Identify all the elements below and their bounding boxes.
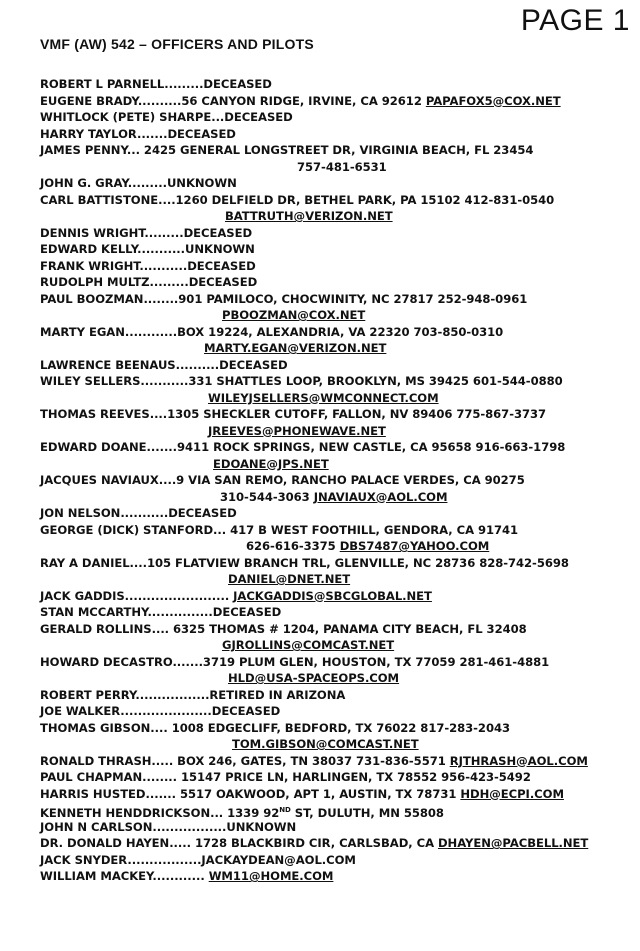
- entry-text: DR. DONALD HAYEN..... 1728 BLACKBIRD CIR, CARLSBAD, CA: [40, 836, 438, 850]
- roster-line: [40, 819, 630, 836]
- roster-line: [40, 241, 630, 258]
- entry-text: 757-481-6531: [297, 159, 387, 174]
- entry-text: EDWARD KELLY...........UNKNOWN: [40, 242, 255, 256]
- entry-text: ROBERT L PARNELL.........DECEASED: [40, 77, 272, 91]
- email-link[interactable]: JREEVES@PHONEWAVE.NET: [208, 423, 386, 438]
- entry-text: LAWRENCE BEENAUS..........DECEASED: [40, 357, 288, 372]
- roster-line: [40, 588, 630, 605]
- entry-text: STAN MCCARTHY...............DECEASED: [40, 605, 282, 619]
- entry-text: JACK GADDIS........................: [40, 588, 234, 603]
- roster-line: [40, 769, 630, 786]
- entry-text: JAMES PENNY... 2425 GENERAL LONGSTREET DR, VIRGINIA BEACH, FL 23454: [40, 143, 534, 157]
- roster-line: [40, 621, 630, 638]
- entry-text: WILLIAM MACKEY............: [40, 869, 209, 883]
- roster-line: [40, 571, 630, 588]
- roster-line: [40, 340, 630, 357]
- entry-text: GERALD ROLLINS.... 6325 THOMAS # 1204, PANAMA CITY BEACH, FL 32408: [40, 621, 527, 636]
- email-link[interactable]: PBOOZMAN@COX.NET: [222, 308, 366, 322]
- entry-text: ROBERT PERRY.................RETIRED IN ARIZONA: [40, 687, 346, 702]
- page-number: PAGE 1: [520, 4, 630, 37]
- roster-line: [40, 439, 630, 456]
- roster-line: [40, 291, 630, 308]
- email-link[interactable]: MARTY.EGAN@VERIZON.NET: [204, 341, 387, 355]
- email-link[interactable]: WM11@HOME.COM: [208, 869, 334, 883]
- entry-text: CARL BATTISTONE....1260 DELFIELD DR, BETHEL PARK, PA 15102 412-831-0540: [40, 192, 555, 207]
- entry-text: JACK SNYDER.................JACKAYDEAN@AOL.COM: [40, 852, 356, 867]
- roster-line: [40, 555, 630, 572]
- entry-text: THOMAS GIBSON.... 1008 EDGECLIFF, BEDFORD, TX 76022 817-283-2043: [40, 720, 510, 735]
- roster-line: [40, 687, 630, 704]
- email-link[interactable]: WILEYJSELLERS@WMCONNECT.COM: [208, 390, 439, 405]
- roster-line: [40, 637, 630, 654]
- roster-line: [40, 109, 630, 126]
- roster-line: [40, 489, 630, 506]
- entry-text: THOMAS REEVES....1305 SHECKLER CUTOFF, FALLON, NV 89406 775-867-3737: [40, 407, 547, 421]
- roster-line: [40, 126, 630, 143]
- roster-line: [40, 208, 630, 225]
- email-link[interactable]: TOM.GIBSON@COMCAST.NET: [232, 737, 419, 751]
- roster-line: [40, 142, 630, 159]
- entry-text: RAY A DANIEL....105 FLATVIEW BRANCH TRL, GLENVILLE, NC 28736 828-742-5698: [40, 555, 569, 570]
- roster-line: [40, 390, 630, 407]
- roster-line: [40, 522, 630, 539]
- roster-line: [40, 720, 630, 737]
- entry-text: RONALD THRASH..... BOX 246, GATES, TN 38037 731-836-5571: [40, 753, 450, 768]
- roster-line: [40, 538, 630, 555]
- roster-line: [40, 505, 630, 522]
- entry-text: JON NELSON...........DECEASED: [40, 506, 237, 520]
- entry-text: HARRIS HUSTED....... 5517 OAKWOOD, APT 1, AUSTIN, TX 78731: [40, 786, 461, 801]
- entry-text: RUDOLPH MULTZ.........DECEASED: [40, 275, 258, 289]
- roster-line: [40, 604, 630, 621]
- entry-text: 310-544-3063: [220, 489, 314, 504]
- roster-line: [40, 456, 630, 473]
- entry-text: KENNETH HENDDRICKSON... 1339 92ND ST, DULUTH, MN 55808: [40, 805, 444, 820]
- roster-line: [40, 324, 630, 341]
- entry-text: PAUL CHAPMAN........ 15147 PRICE LN, HARLINGEN, TX 78552 956-423-5492: [40, 770, 531, 784]
- roster-line: [40, 703, 630, 720]
- email-link[interactable]: BATTRUTH@VERIZON.NET: [225, 209, 393, 223]
- entry-text: JACQUES NAVIAUX....9 VIA SAN REMO, RANCHO PALACE VERDES, CA 90275: [40, 473, 525, 487]
- email-link[interactable]: RJTHRASH@AOL.COM: [449, 753, 588, 768]
- roster-line: [40, 868, 630, 885]
- entry-text: 626-616-3375: [246, 539, 340, 553]
- entry-text: JOE WALKER.....................DECEASED: [40, 704, 281, 718]
- entry-text: FRANK WRIGHT...........DECEASED: [40, 258, 256, 273]
- roster-line: [40, 307, 630, 324]
- roster-line: [40, 852, 630, 869]
- roster-line: [40, 472, 630, 489]
- entry-text: HARRY TAYLOR.......DECEASED: [40, 126, 236, 141]
- document-title: VMF (AW) 542 – OFFICERS AND PILOTS: [40, 36, 314, 52]
- entry-text: WILEY SELLERS...........331 SHATTLES LOOP, BROOKLYN, MS 39425 601-544-0880: [40, 374, 563, 388]
- roster-line: [40, 835, 630, 852]
- email-link[interactable]: DANIEL@DNET.NET: [228, 572, 351, 586]
- roster-line: [40, 76, 630, 93]
- entry-text: DENNIS WRIGHT.........DECEASED: [40, 225, 253, 240]
- entry-text: PAUL BOOZMAN........901 PAMILOCO, CHOCWINITY, NC 27817 252-948-0961: [40, 291, 528, 306]
- entry-text: GEORGE (DICK) STANFORD... 417 B WEST FOOTHILL, GENDORA, CA 91741: [40, 522, 519, 537]
- roster-line: [40, 423, 630, 440]
- entry-text: EDWARD DOANE.......9411 ROCK SPRINGS, NEW CASTLE, CA 95658 916-663-1798: [40, 440, 566, 454]
- email-link[interactable]: GJROLLINS@COMCAST.NET: [222, 638, 395, 652]
- roster-list: [40, 76, 630, 885]
- roster-line: [40, 753, 630, 770]
- roster-line: [40, 192, 630, 209]
- email-link[interactable]: HDH@ECPI.COM: [460, 786, 564, 801]
- roster-line: [40, 175, 630, 192]
- entry-text: WHITLOCK (PETE) SHARPE...DECEASED: [40, 110, 293, 124]
- roster-line: [40, 159, 630, 176]
- roster-line: [40, 373, 630, 390]
- roster-line: [40, 406, 630, 423]
- email-link[interactable]: JNAVIAUX@AOL.COM: [313, 489, 448, 504]
- email-link[interactable]: DBS7487@YAHOO.COM: [339, 539, 490, 553]
- roster-line: [40, 357, 630, 374]
- entry-text: EUGENE BRADY..........56 CANYON RIDGE, IRVINE, CA 92612: [40, 93, 426, 108]
- roster-line: [40, 786, 630, 803]
- entry-text: JOHN N CARLSON.................UNKNOWN: [40, 819, 297, 834]
- email-link[interactable]: PAPAFOX5@COX.NET: [425, 93, 561, 108]
- entry-text: JOHN G. GRAY.........UNKNOWN: [40, 176, 237, 190]
- entry-text: MARTY EGAN............BOX 19224, ALEXANDRIA, VA 22320 703-850-0310: [40, 324, 504, 339]
- roster-line: [40, 802, 630, 819]
- email-link[interactable]: JACKGADDIS@SBCGLOBAL.NET: [233, 588, 432, 603]
- roster-line: [40, 225, 630, 242]
- roster-line: [40, 274, 630, 291]
- email-link[interactable]: DHAYEN@PACBELL.NET: [437, 836, 589, 850]
- email-link[interactable]: EDOANE@JPS.NET: [213, 456, 329, 471]
- roster-line: [40, 93, 630, 110]
- roster-line: [40, 258, 630, 275]
- roster-line: [40, 670, 630, 687]
- roster-line: [40, 736, 630, 753]
- roster-line: [40, 654, 630, 671]
- email-link[interactable]: HLD@USA-SPACEOPS.COM: [228, 671, 400, 685]
- entry-text: HOWARD DECASTRO.......3719 PLUM GLEN, HOUSTON, TX 77059 281-461-4881: [40, 654, 550, 669]
